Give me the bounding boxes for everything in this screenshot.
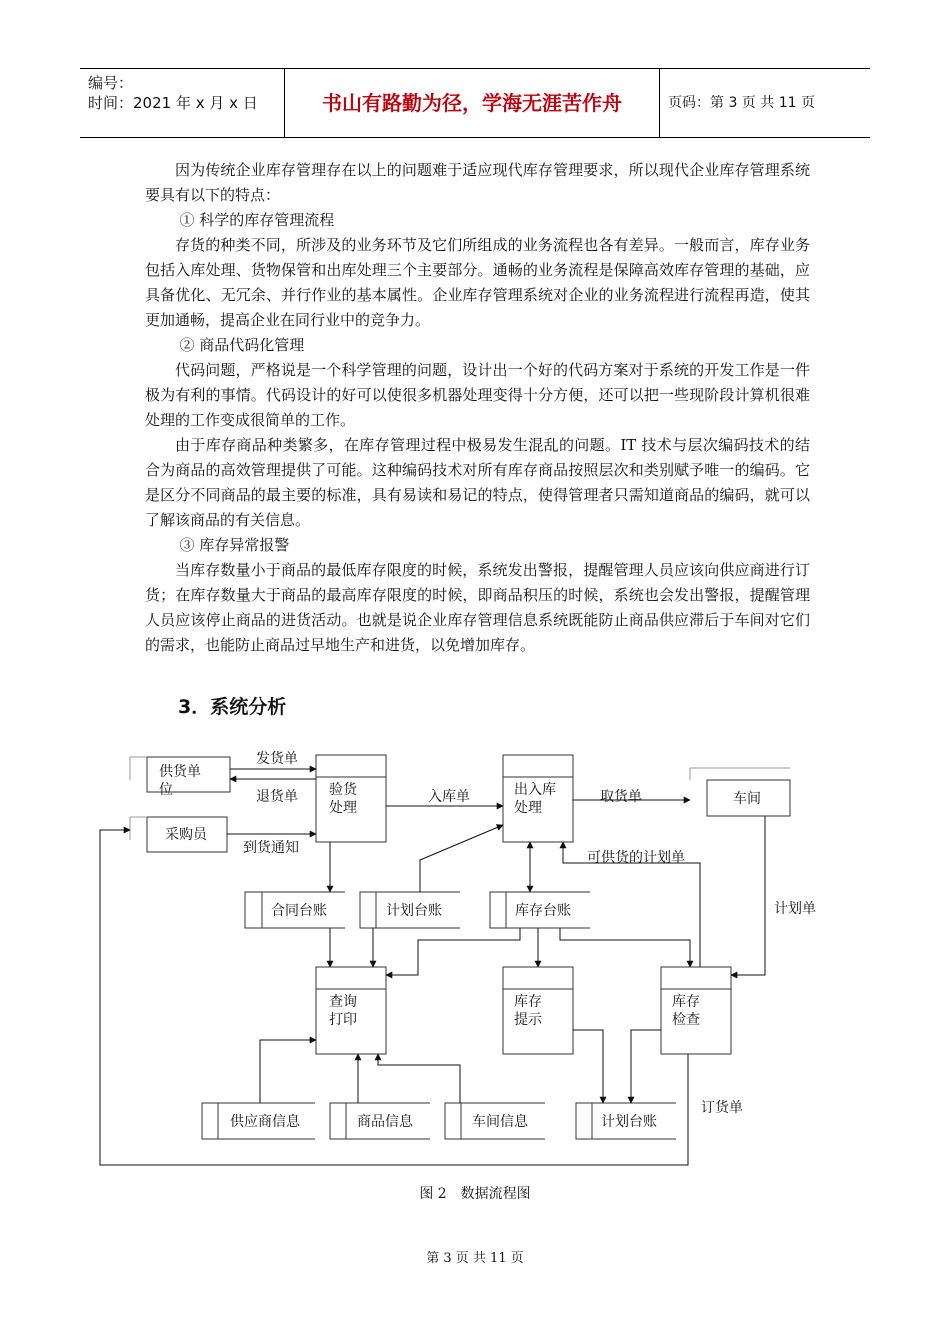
label-store-supplier-info: 供应商信息 <box>230 1114 300 1130</box>
flow-stock-query <box>386 928 520 975</box>
label-flow-in: 入库单 <box>428 789 470 805</box>
section-title: 3．系统分析 <box>178 696 287 718</box>
paragraph: 存货的种类不同，所涉及的业务环节及它们所组成的业务流程也各有差异。一般而言，库存业务包括入库处理、货物保管和出库处理三个主要部分。通畅的业务流程是保障高效库存管理的基础，应具备优化、无冗余、并行作业的基本属性。企业库存管理系统对企业的业务流程进行流程再造，使其更加通畅，提高企业在同行业中的竞争力。 <box>145 236 810 329</box>
label-flow-pick: 取货单 <box>600 789 642 805</box>
process-inspect <box>316 755 386 842</box>
label-buyer: 采购员 <box>165 827 207 843</box>
label-store-plan: 计划台账 <box>386 903 442 919</box>
page-footer: 第 3 页 共 11 页 <box>426 1251 524 1266</box>
label-flow-return: 退货单 <box>256 789 298 805</box>
label-flow-notice: 到货通知 <box>243 840 299 856</box>
flow-supplier-info-query <box>260 1040 316 1103</box>
paragraph: 当库存数量小于商品的最低库存限度的时候，系统发出警报，提醒管理人员应该向供应商进行订货；在库存数量大于商品的最高库存限度的时候，即商品积压的时候，系统也会发出警报，提醒管理人员应该停止商品的进货活动。也就是说企业库存管理信息系统既能防止商品供应滞后于车间对它们的需求，也能防止商品过早地生产和进货，以免增加库存。 <box>145 561 810 654</box>
flow-hint-plan2 <box>573 1030 603 1103</box>
label-flow-plan-order: 计划单 <box>774 901 816 917</box>
paragraph: 由于库存商品种类繁多，在库存管理过程中极易发生混乱的问题。IT 技术与层次编码技术的结合为商品的高效管理提供了可能。这种编码技术对所有库存商品按照层次和类别赋予唯一的编码。它是区分不同商品的最主要的标准，具有易读和易记的特点，使得管理者只需知道商品的编码，就可以了解该商品的有关信息。 <box>145 436 810 529</box>
label-query-2: 打印 <box>329 1012 357 1028</box>
subheading: ③ 库存异常报警 <box>179 536 290 554</box>
label-query-1: 查询 <box>329 994 357 1010</box>
label-check-2: 检查 <box>672 1012 700 1028</box>
label-hint-2: 提示 <box>514 1012 542 1028</box>
subheading: ① 科学的库存管理流程 <box>179 211 335 229</box>
flow-plan-io <box>420 825 503 892</box>
process-io <box>503 755 573 842</box>
label-flow-order: 订货单 <box>701 1100 743 1116</box>
flow-stock-check <box>560 928 690 967</box>
label-supplier-2: 位 <box>159 782 173 798</box>
header-page-info: 页码：第 3 页 共 11 页 <box>668 95 815 111</box>
header-motto: 书山有路勤为径，学海无涯苦作舟 <box>285 69 660 137</box>
label-check-1: 库存 <box>672 994 700 1010</box>
figure-caption: 图 2 数据流程图 <box>419 1186 531 1202</box>
subheading: ② 商品代码化管理 <box>179 336 305 354</box>
label-store-stock: 库存台账 <box>515 903 571 919</box>
label-io-1: 出入库 <box>514 782 556 798</box>
process-check <box>661 967 731 1054</box>
flow-check-plan2 <box>631 1030 661 1103</box>
time-label: 时间：2021 年 x 月 x 日 <box>88 94 258 112</box>
label-inspect-2: 处理 <box>329 800 357 816</box>
process-query <box>316 967 386 1054</box>
label-store-plan-2: 计划台账 <box>601 1114 657 1130</box>
label-flow-ship: 发货单 <box>256 751 298 767</box>
label-io-2: 处理 <box>514 800 542 816</box>
flow-plan-order <box>731 816 765 975</box>
paragraph: 因为传统企业库存管理存在以上的问题难于适应现代库存管理要求，所以现代企业库存管理系统要具有以下的特点： <box>145 161 810 204</box>
label-store-goods-info: 商品信息 <box>357 1114 413 1130</box>
label-store-contract: 合同台账 <box>271 903 327 919</box>
flow-workshop-info-query <box>378 1054 460 1103</box>
paragraph: 代码问题，严格说是一个科学管理的问题，设计出一个好的代码方案对于系统的开发工作是一件极为有利的事情。代码设计的好可以使很多机器处理变得十分方便，还可以把一些现阶段计算机很难处理的工作变成很简单的工作。 <box>145 361 810 429</box>
label-flow-avail-plan: 可供货的计划单 <box>587 850 685 866</box>
label-store-workshop-info: 车间信息 <box>472 1114 528 1130</box>
label-workshop: 车间 <box>733 791 761 807</box>
label-supplier-1: 供货单 <box>159 764 201 780</box>
number-label: 编号： <box>88 74 134 92</box>
label-hint-1: 库存 <box>514 994 542 1010</box>
process-hint <box>503 967 573 1054</box>
label-inspect-1: 验货 <box>329 782 357 798</box>
